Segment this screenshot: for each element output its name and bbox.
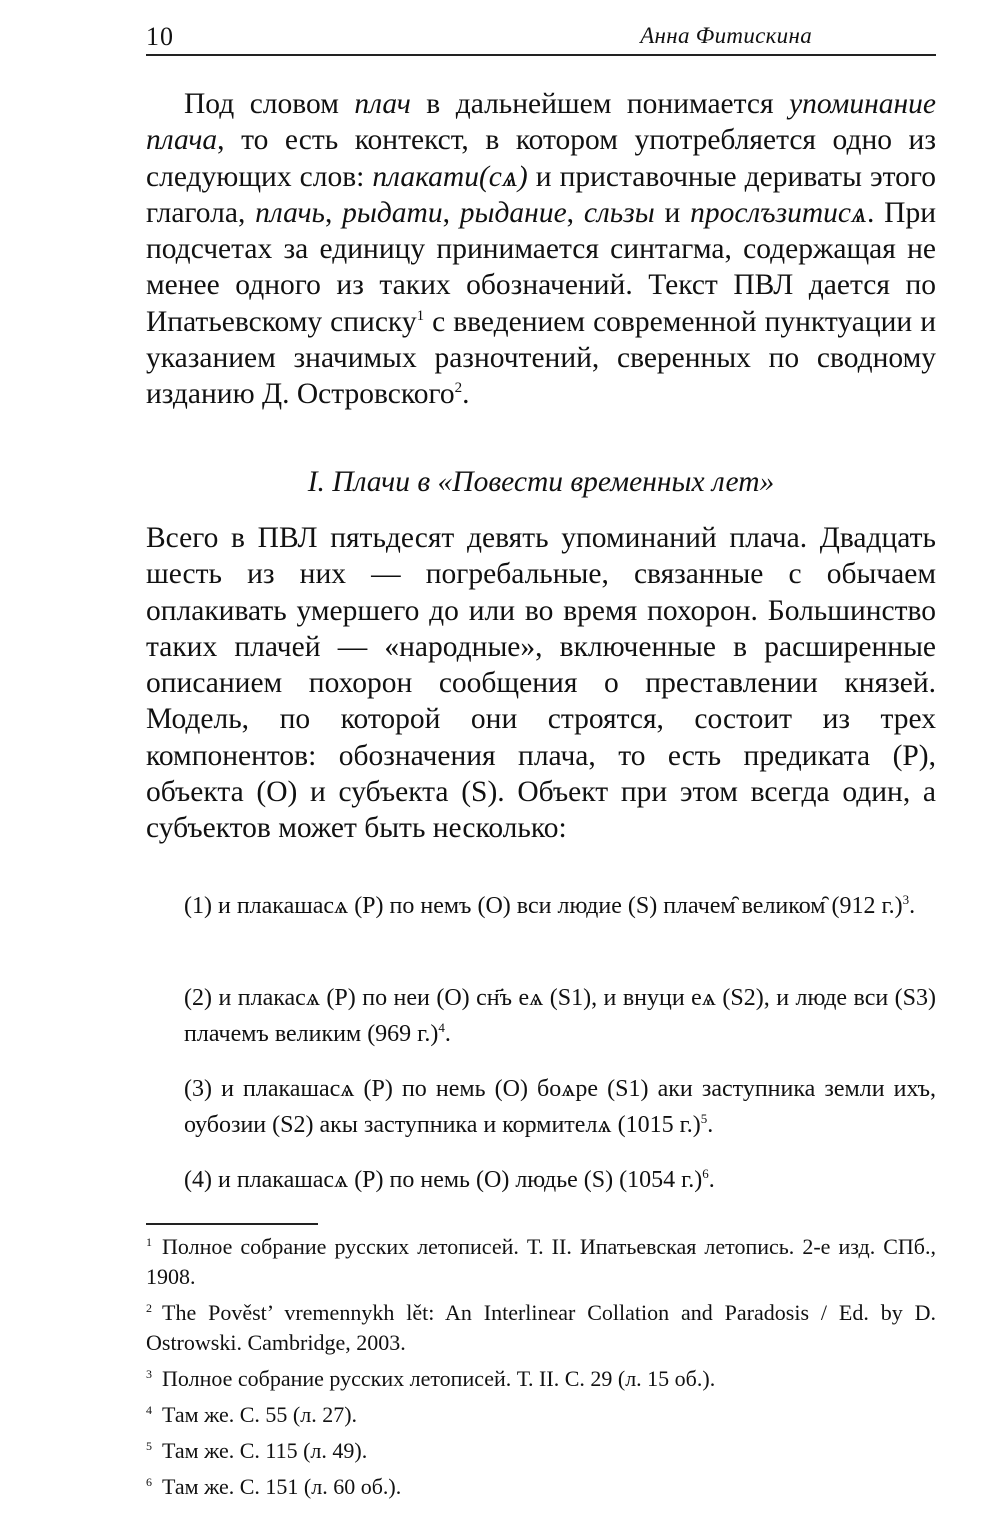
footnote-ref: 2 [454, 380, 463, 397]
footnote-ref: 1 [416, 307, 425, 324]
paragraph-main: Всего в ПВЛ пятьдесят девять упоминаний плача. Двадцать шесть из них — погребальные, связанные с обычаем оплакивать умершего до или во время похорон. Большинство таких плачей — «народные», включенные в расширенные описанием похорон сообщения о преставлении князей. Модель, по которой они строятся, состоит из трех компонентов: обозначения плача, то есть предиката (P), объекта (O) и субъекта (S). Объект при этом всегда один, а субъектов может быть несколько: [146, 522, 936, 845]
example-item: (2) и плакасѧ (P) по неи (O) сн҃ъ еѧ (S1), и внуци еѧ (S2), и люде вси (S3) плачемъ великим (969 г.)$^4$. [184, 985, 936, 1047]
running-title: Анна Фитискина [640, 23, 812, 48]
example-item: (1) и плакашасѧ (P) по немъ (O) вси людие (S) плачем̑ великом̑ (912 г.)$^3$. [184, 892, 916, 919]
footnote: 2 The Pověst’ vremennykh lět: An Interlinear Collation and Paradosis / Ed. by D. Ostrowski. Cambridge, 2003. [146, 1300, 936, 1355]
example-item: (3) и плакашасѧ (P) по немь (O) боѧре (S1) аки заступника земли ихъ, оубозии (S2) акы заступника и кормителѧ (1015 г.)$^5$. [184, 1076, 936, 1138]
footnote-ref: 6 [702, 1166, 709, 1181]
footnote-ref: 3 [902, 892, 910, 907]
footnote: 6 Там же. С. 151 (л. 60 об.). [146, 1474, 402, 1499]
footnote: 4 Там же. С. 55 (л. 27). [146, 1402, 358, 1427]
paragraph-intro: Под словом плач в дальнейшем понимается упоминание плача, то есть контекст, в котором употребляется одно из следующих слов: плакати(сѧ) и приставочные дериваты этого глагола, плачь, рыдати, рыдание, сльзы и прослъзитисѧ. При подсчетах за единицу принимается синтагма, содержащая не менее одного из таких обозначений. Текст ПВЛ дается по Ипатьевскому списку$^1$ с введением современной пунктуации и указанием значимых разночтений, сверенных по сводному изданию Д. Островского$^2$. [146, 88, 937, 411]
footnotes-list [146, 1232, 936, 1508]
example-item: (4) и плакашасѧ (P) по немь (O) людье (S) (1054 г.)$^6$. [184, 1166, 715, 1193]
footnote-divider [146, 1223, 318, 1225]
footnote-ref: 4 [438, 1020, 445, 1035]
footnote-ref: 5 [700, 1111, 708, 1126]
footnote: 1 Полное собрание русских летописей. Т. II. Ипатьевская летопись. 2-е изд. СПб., 1908. [146, 1234, 936, 1289]
section-heading: I. Плачи в «Повести временных лет» [307, 466, 775, 498]
footnote: 5 Там же. С. 115 (л. 49). [146, 1438, 368, 1463]
footnote: 3 Полное собрание русских летописей. Т. II. С. 29 (л. 15 об.). [146, 1366, 716, 1391]
running-header [146, 14, 936, 56]
page-number: 10 [146, 22, 174, 51]
